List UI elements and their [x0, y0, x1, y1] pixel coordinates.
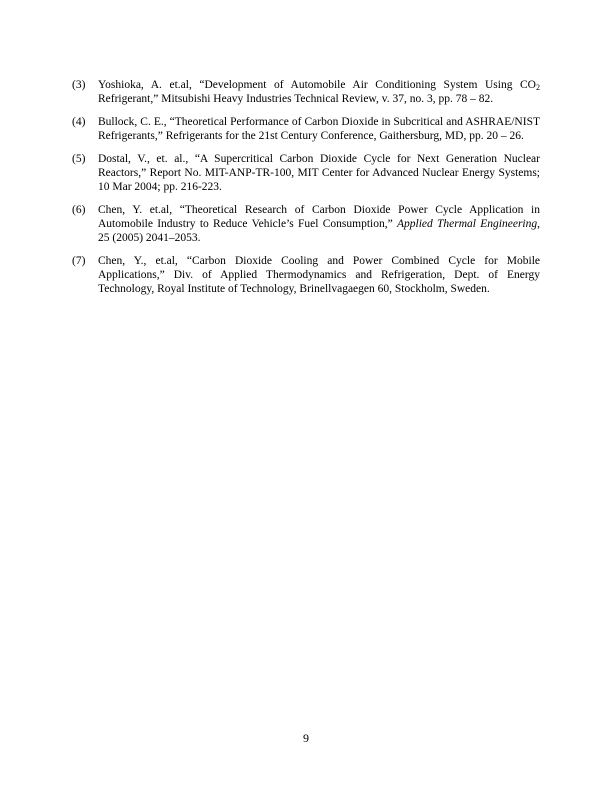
reference-number: (6) — [72, 204, 86, 216]
journal-title: Applied Thermal Engineering — [396, 218, 538, 230]
reference-item — [72, 78, 540, 106]
reference-item — [72, 203, 540, 245]
reference-number: (5) — [72, 153, 86, 165]
reference-text: Bullock, C. E., “Theoretical Performance of Carbon Dioxide in Subcritical and ASHRAE/NIST Refrigerants,” Refrigerants for the 21st Century Conference, Gaithersburg, MD, pp. 20 – 26. — [98, 116, 540, 142]
reference-text: Chen, Y. et.al, “Theoretical Research of Carbon Dioxide Power Cycle Application in Automobile Industry to Reduce Vehicle’s Fuel Consumption,” Applied Thermal Engineering, 25 (2005) 2041–2053. — [98, 204, 540, 244]
reference-list — [72, 78, 540, 305]
reference-item — [72, 254, 540, 296]
reference-text: Yoshioka, A. et.al, “Development of Automobile Air Conditioning System Using $CO_2$ Refrigerant,” Mitsubishi Heavy Industries Technical Review, v. 37, no. 3, pp. 78 – 82. — [98, 79, 540, 105]
reference-item — [72, 115, 540, 143]
subscript: 2 — [536, 83, 540, 92]
reference-number: (3) — [72, 79, 86, 91]
reference-number: (4) — [72, 116, 86, 128]
page-number: 9 — [303, 731, 309, 745]
reference-item — [72, 152, 540, 194]
reference-text: Chen, Y., et.al, “Carbon Dioxide Cooling and Power Combined Cycle for Mobile Applications,” Div. of Applied Thermodynamics and Refrigeration, Dept. of Energy Technology, Royal Institute of Technology, Brinellvagaegen 60, Stockholm, Sweden. — [98, 255, 540, 295]
reference-text: Dostal, V., et. al., “A Supercritical Carbon Dioxide Cycle for Next Generation Nuclear Reactors,” Report No. MIT-ANP-TR-100, MIT Center for Advanced Nuclear Energy Systems; 10 Mar 2004; pp. 216-223. — [98, 153, 540, 193]
reference-number: (7) — [72, 255, 86, 267]
